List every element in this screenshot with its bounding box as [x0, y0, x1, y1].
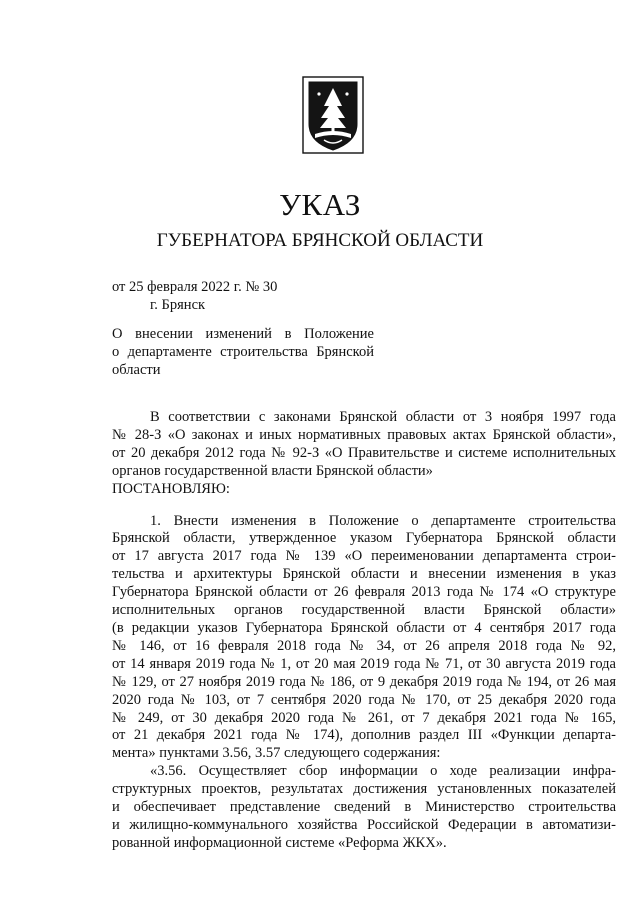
preamble-line: В соответствии с законами Брянской области от 3 ноября 1997 года — [150, 409, 616, 425]
item356-line: структурных проектов, результатах достижения установленных показателей — [112, 781, 616, 798]
item1-line: тельства и архитектуры Брянской области и внесении изменения в указ — [112, 566, 616, 583]
item1-line: № 249, от 30 декабря 2020 года № 261, от 7 декабря 2021 года № 165, — [112, 709, 616, 726]
subject-line: О внесении изменений в Положение — [112, 326, 374, 342]
preamble-line: № 28-З «О законах и иных нормативных правовых актах Брянской области», — [112, 426, 616, 443]
item1-line: (в редакции указов Губернатора Брянской области от 4 сентября 2017 года — [112, 619, 616, 636]
subject-line: о департаменте строительства Брянской — [112, 344, 374, 360]
item1-line: 2020 года № 103, от 7 сентября 2020 года № 170, от 25 декабря 2020 года — [112, 691, 616, 708]
preamble-line: органов государственной власти Брянской области» — [112, 462, 433, 479]
item1-line: № 146, от 16 февраля 2018 года № 34, от 26 апреля 2018 года № 92, — [112, 637, 616, 654]
document-title: УКАЗ — [279, 187, 361, 222]
coat-of-arms-emblem — [302, 76, 364, 154]
subject-line: области — [112, 362, 161, 378]
item1-line: мента» пунктами 3.56, 3.57 следующего содержания: — [112, 745, 441, 762]
resolution-keyword: ПОСТАНОВЛЯЮ: — [112, 480, 230, 497]
item356-line: «3.56. Осуществляет сбор информации о ходе реализации инфра- — [150, 763, 616, 780]
paragraph-gap — [112, 499, 616, 513]
document-subtitle: ГУБЕРНАТОРА БРЯНСКОЙ ОБЛАСТИ — [156, 230, 484, 251]
item1-line: исполнительных органов государственной власти Брянской области» — [112, 602, 616, 619]
subject-block — [112, 325, 374, 379]
item1-line: Брянской области, утвержденное указом Губернатора Брянской области — [112, 530, 616, 547]
bryansk-coat-of-arms-icon — [302, 76, 364, 154]
item1-line: от 17 августа 2017 года № 139 «О переименовании департамента строи- — [112, 548, 616, 565]
item1-line: Губернатора Брянской области от 26 февраля 2013 года № 174 «О структуре — [112, 584, 616, 601]
item1-line: от 21 декабря 2021 года № 174), дополнив раздел III «Функции департа- — [112, 727, 616, 744]
item356-line: и обеспечивает представление сведений в Министерство строительства — [112, 799, 616, 816]
item1-line: № 129, от 27 ноября 2019 года № 186, от 9 декабря 2019 года № 194, от 26 мая — [112, 673, 616, 690]
item356-line: и жилищно-коммунального хозяйства Российской Федерации в автоматизи- — [112, 816, 616, 833]
date-and-number: от 25 февраля 2022 г. № 30 — [112, 279, 278, 295]
document-body — [112, 409, 616, 853]
item1-line: 1. Внести изменения в Положение о департаменте строительства — [150, 512, 616, 529]
item1-line: от 14 января 2019 года № 1, от 20 мая 2019 года № 71, от 30 августа 2019 года — [112, 655, 616, 672]
item356-line: рованной информационной системе «Реформа ЖКХ». — [112, 834, 447, 851]
city: г. Брянск — [150, 297, 206, 313]
preamble-line: от 20 декабря 2012 года № 92-З «О Правительстве и системе исполнительных — [112, 444, 616, 461]
